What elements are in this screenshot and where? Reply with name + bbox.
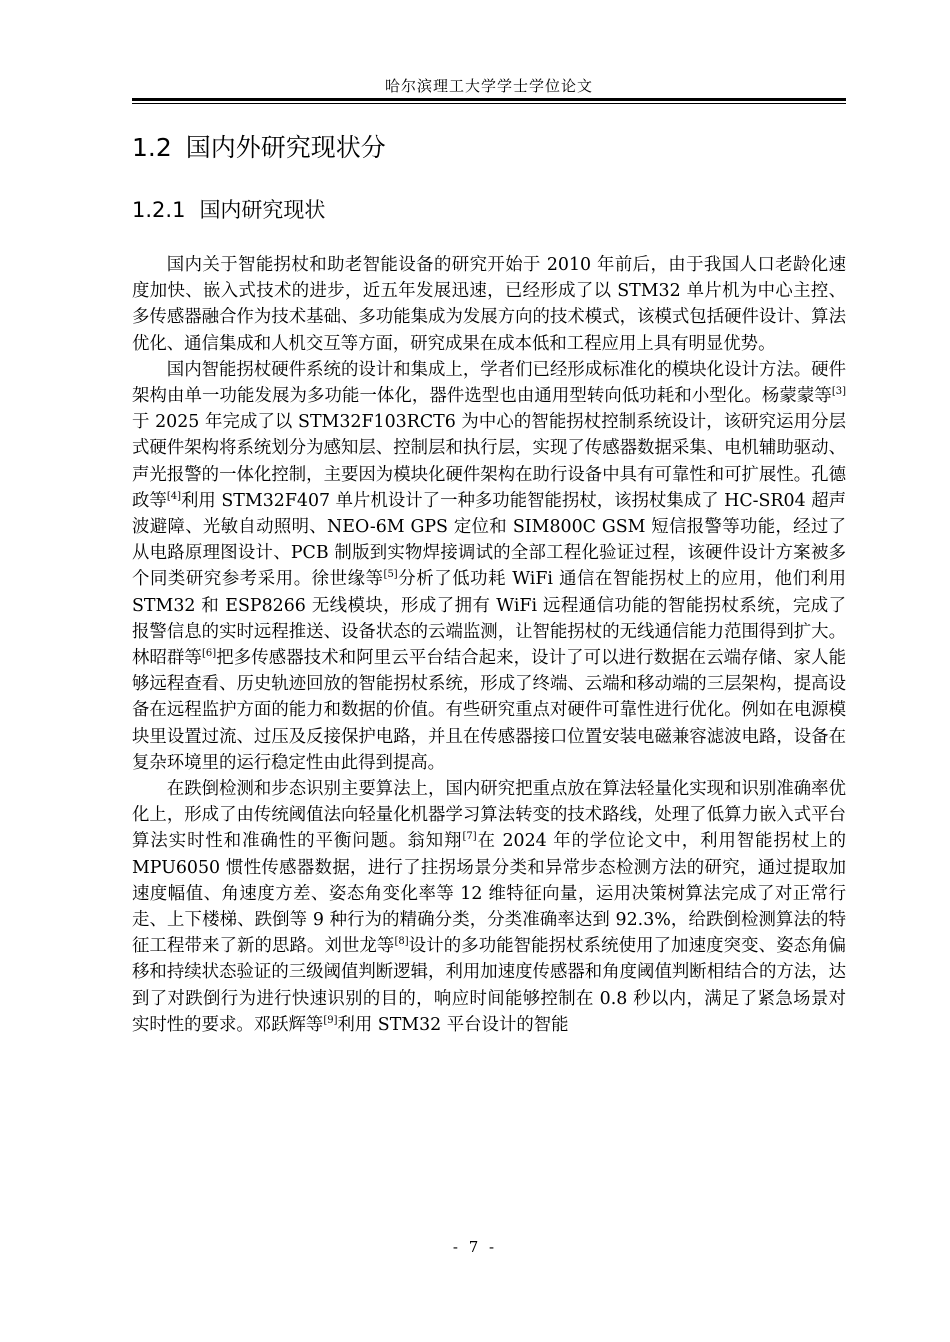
citation-ref: [7] (462, 831, 477, 843)
section-title: 国内外研究现状分 (185, 133, 386, 162)
running-header: 哈尔滨理工大学学士学位论文 (384, 77, 593, 95)
text-run: 设计的多功能智能拐杖系统使用了加速度突变、姿态角偏移和持续状态验证的三级阈值判断逻辑，利用加速度传感器和角度阈值判断相结合的方法，达到了对跌倒行为进行快速识别的目的，响应时间能够控制在 0.8 秒以内，满足了紧急场景对实时性的要求。邓跃辉等 (132, 936, 846, 1035)
citation-ref: [5] (383, 569, 398, 581)
header-rule-thin (132, 103, 846, 104)
header-rule-thick (132, 98, 846, 101)
text-run: 分析了低功耗 WiFi 通信在智能拐杖上的应用，他们利用 STM32 和 ESP8266 无线模块，形成了拥有 WiFi 远程通信功能的智能拐杖系统，完成了报警信息的实时远程推送、设备状态的云端监测，让智能拐杖的无线通信能力范围得到扩大。林昭群等 (132, 569, 846, 669)
paragraph-1 (132, 252, 846, 357)
paragraph-3 (132, 776, 846, 1038)
citation-ref: [4] (166, 491, 181, 503)
page-number: - 7 - (452, 1238, 498, 1256)
text-run: 于 2025 年完成了以 STM32F103RCT6 为中心的智能拐杖控制系统设计，该研究运用分层式硬件架构将系统划分为感知层、控制层和执行层，实现了传感器数据采集、电机辅助驱动、声光报警的一体化控制，主要因为模块化硬件架构在助行设备中具有可靠性和可扩展性。孔德政等 (132, 412, 846, 511)
section-number: 1.2 (132, 133, 172, 162)
text-run: 在跌倒检测和步态识别主要算法上，国内研究把重点放在算法轻量化实现和识别准确率优化上，形成了由传统阈值法向轻量化机器学习算法转变的技术路线，处理了低算力嵌入式平台算法实时性和准确性的平衡问题。翁知翔 (132, 779, 846, 852)
citation-ref: [9] (323, 1015, 338, 1027)
subsection-title: 国内研究现状 (199, 198, 326, 222)
body-text (132, 252, 846, 1038)
citation-ref: [6] (201, 648, 217, 660)
text-run: 国内关于智能拐杖和助老智能设备的研究开始于 2010 年前后，由于我国人口老龄化速度加快、嵌入式技术的进步，近五年发展迅速，已经形成了以 STM32 单片机为中心主控、多传感器融合作为技术基础、多功能集成为发展方向的技术模式，该模式包括硬件设计、算法优化、通信集成和人机交互等方面，研究成果在成本低和工程应用上具有明显优势。 (132, 255, 846, 354)
text-run: 把多传感器技术和阿里云平台结合起来，设计了可以进行数据在云端存储、家人能够远程查看、历史轨迹回放的智能拐杖系统，形成了终端、云端和移动端的三层架构，提高设备在远程监护方面的能力和数据的价值。有些研究重点对硬件可靠性进行优化。例如在电源模块里设置过流、过压及反接保护电路，并且在传感器接口位置安装电磁兼容滤波电路，设备在复杂环境里的运行稳定性由此得到提高。 (132, 648, 846, 773)
text-run: 利用 STM32F407 单片机设计了一种多功能智能拐杖，该拐杖集成了 HC-SR04 超声波避障、光敏自动照明、NEO-6M GPS 定位和 SIM800C GSM 短信报警等功能，经过了从电路原理图设计、PCB 制版到实物焊接调试的全部工程化验证过程，该硬件设计方案被多个同类研究参考采用。徐世缘等 (132, 490, 846, 590)
citation-ref: [8] (394, 936, 409, 948)
subsection-number: 1.2.1 (132, 198, 186, 222)
text-run: 国内智能拐杖硬件系统的设计和集成上，学者们已经形成标准化的模块化设计方法。硬件架构由单一功能发展为多功能一体化，器件选型也由通用型转向低功耗和小型化。杨蒙蒙等 (132, 359, 846, 407)
text-run: 在 2024 年的学位论文中，利用智能拐杖上的 MPU6050 惯性传感器数据，进行了拄拐场景分类和异常步态检测方法的研究，通过提取加速度幅值、角速度方差、姿态角变化率等 12 维特征向量，运用决策树算法完成了对正常行走、上下楼梯、跌倒等 9 种行为的精确分类，分类准确率达到 92.3%，给跌倒检测算法的特征工程带来了新的思路。刘世龙等 (132, 831, 846, 957)
citation-ref: [3] (831, 386, 846, 398)
section-heading (132, 130, 386, 166)
text-run: 利用 STM32 平台设计的智能 (337, 1014, 569, 1035)
paragraph-2 (132, 357, 846, 776)
subsection-heading (132, 194, 325, 226)
